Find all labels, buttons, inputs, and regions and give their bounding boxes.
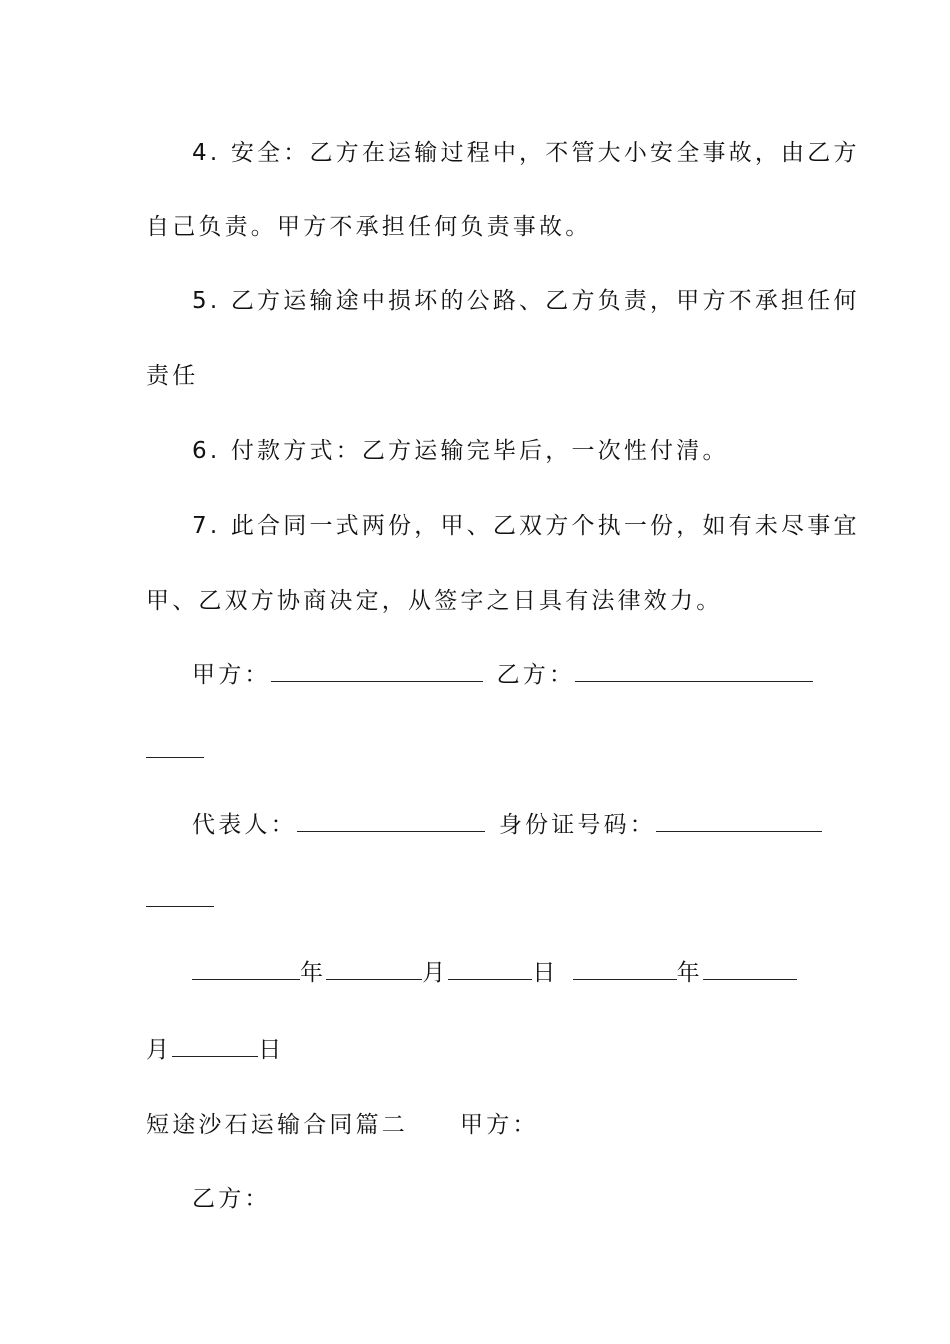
party-b-blank bbox=[575, 663, 813, 682]
date-continuation bbox=[146, 1035, 806, 1065]
party-b-label: 乙方： bbox=[496, 662, 576, 688]
clause-4-line-2: 自己负责。甲方不承担任何负责事故。 bbox=[146, 214, 592, 240]
party-b-blank-continuation bbox=[146, 739, 204, 758]
year-b-blank bbox=[573, 961, 677, 980]
representative-label: 代表人： bbox=[192, 812, 297, 838]
party-signature-continuation bbox=[146, 736, 806, 766]
clause-4-line-1: 4. 安全：乙方在运输过程中，不管大小安全事故，由乙方 bbox=[192, 140, 860, 166]
month-a-label: 月 bbox=[422, 960, 449, 986]
month-a-blank bbox=[326, 961, 422, 980]
clause-6-line-1: 6. 付款方式：乙方运输完毕后，一次性付清。 bbox=[192, 438, 729, 464]
day-a-blank bbox=[448, 961, 532, 980]
clause-5-line-2: 责任 bbox=[146, 363, 199, 389]
next-party-b-line bbox=[192, 1184, 806, 1214]
clause-5-line-1: 5. 乙方运输途中损坏的公路、乙方负责，甲方不承担任何 bbox=[192, 288, 860, 314]
representative-continuation bbox=[146, 885, 806, 915]
next-section-line bbox=[146, 1110, 806, 1140]
month-b-label: 月 bbox=[146, 1037, 173, 1063]
day-b-label: 日 bbox=[258, 1037, 285, 1063]
section-title: 短途沙石运输合同篇二 bbox=[146, 1112, 408, 1138]
month-b-blank bbox=[703, 961, 797, 980]
clause-7-line-1: 7. 此合同一式两份，甲、乙双方个执一份，如有未尽事宜 bbox=[192, 513, 860, 539]
representative-line bbox=[192, 810, 806, 840]
next-party-b-label: 乙方： bbox=[192, 1186, 271, 1212]
id-number-label: 身份证号码： bbox=[498, 812, 657, 838]
year-a-label: 年 bbox=[300, 960, 327, 986]
party-a-label: 甲方： bbox=[192, 662, 271, 688]
id-number-blank bbox=[656, 813, 822, 832]
year-b-label: 年 bbox=[676, 960, 703, 986]
day-a-label: 日 bbox=[532, 960, 559, 986]
date-line bbox=[192, 958, 806, 988]
year-a-blank bbox=[192, 961, 300, 980]
next-party-a-label: 甲方： bbox=[460, 1112, 539, 1138]
party-signature-line bbox=[192, 660, 806, 690]
id-number-blank-continuation bbox=[146, 888, 214, 907]
representative-blank bbox=[297, 813, 485, 832]
party-a-blank bbox=[271, 663, 483, 682]
day-b-blank bbox=[172, 1038, 258, 1057]
clause-7-line-2: 甲、乙双方协商决定，从签字之日具有法律效力。 bbox=[146, 588, 723, 614]
